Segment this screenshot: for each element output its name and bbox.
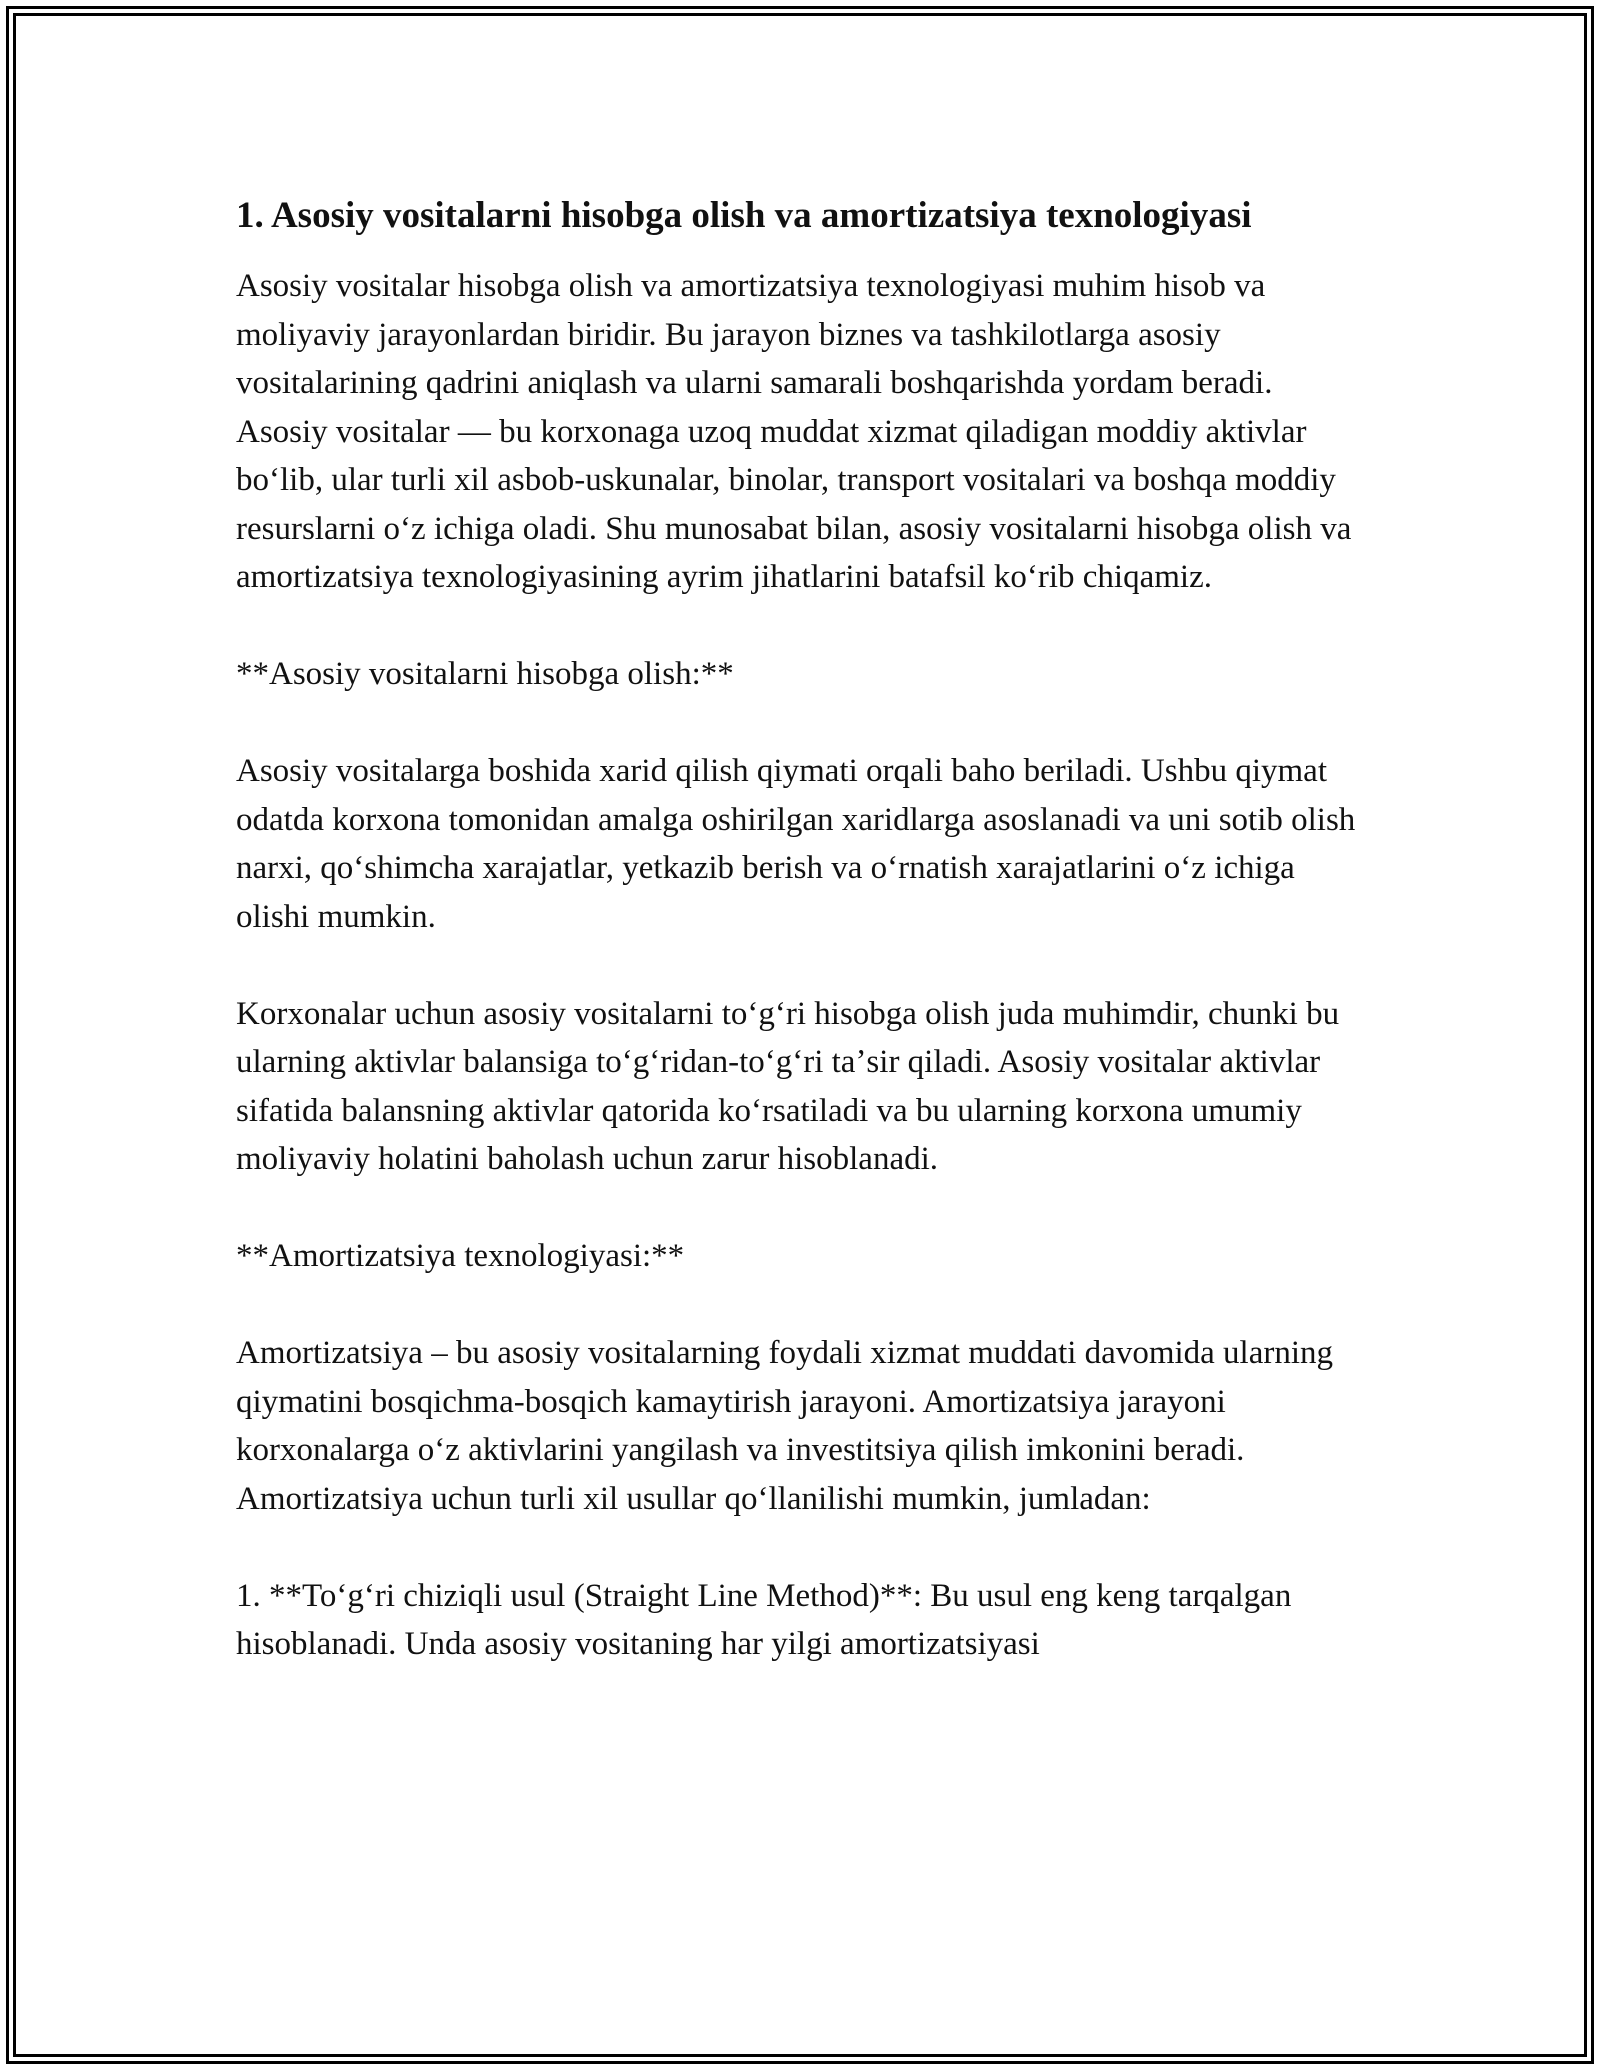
paragraph-balance-sheet: Korxonalar uchun asosiy vositalarni toʻgʻri hisobga olish juda muhimdir, chunki bu ularning aktivlar balansiga toʻgʻridan-toʻgʻri taʼsir qiladi. Asosiy vositalar aktivlar sifatida balansning aktivlar qatorida koʻrsatiladi va bu ularning korxona umumiy moliyaviy holatini baholash uchun zarur hisoblanadi. — [236, 995, 1340, 1177]
document-title: 1. Asosiy vositalarni hisobga olish va amortizatsiya texnologiyasi — [236, 195, 1252, 236]
section-heading-asset-accounting: **Asosiy vositalarni hisobga olish:** — [236, 656, 734, 692]
paragraph-initial-cost: Asosiy vositalarga boshida xarid qilish qiymati orqali baho beriladi. Ushbu qiymat odatda korxona tomonidan amalga oshirilgan xaridlarga asoslanadi va uni sotib olish narxi, qoʻshimcha xarajatlar, yetkazib berish va oʻrnatish xarajatlarini oʻz ichiga olishi mumkin. — [236, 753, 1356, 935]
intro-paragraph: Asosiy vositalar hisobga olish va amortizatsiya texnologiyasi muhim hisob va moliyaviy jarayonlardan biridir. Bu jarayon biznes va tashkilotlarga asosiy vositalarining qadrini aniqlash va ularni samarali boshqarishda yordam beradi. Asosiy vositalar — bu korxonaga uzoq muddat xizmat qiladigan moddiy aktivlar boʻlib, ular turli xil asbob-uskunalar, binolar, transport vositalari va boshqa moddiy resurslarni oʻz ichiga oladi. Shu munosabat bilan, asosiy vositalarni hisobga olish va amortizatsiya texnologiyasining ayrim jihatlarini batafsil koʻrib chiqamiz. — [236, 268, 1352, 595]
document-body — [236, 188, 1356, 1717]
section-heading-amortization: **Amortizatsiya texnologiyasi:** — [236, 1238, 685, 1274]
list-item-straight-line-method: 1. **Toʻgʻri chiziqli usul (Straight Line Method)**: Bu usul eng keng tarqalgan hisoblanadi. Unda asosiy vositaning har yilgi amortizatsiyasi — [236, 1577, 1292, 1662]
paragraph-amortization-definition: Amortizatsiya – bu asosiy vositalarning foydali xizmat muddati davomida ularning qiymatini bosqichma-bosqich kamaytirish jarayoni. Amortizatsiya jarayoni korxonalarga oʻz aktivlarini yangilash va investitsiya qilish imkonini beradi. Amortizatsiya uchun turli xil usullar qoʻllanilishi mumkin, jumladan: — [236, 1335, 1334, 1517]
